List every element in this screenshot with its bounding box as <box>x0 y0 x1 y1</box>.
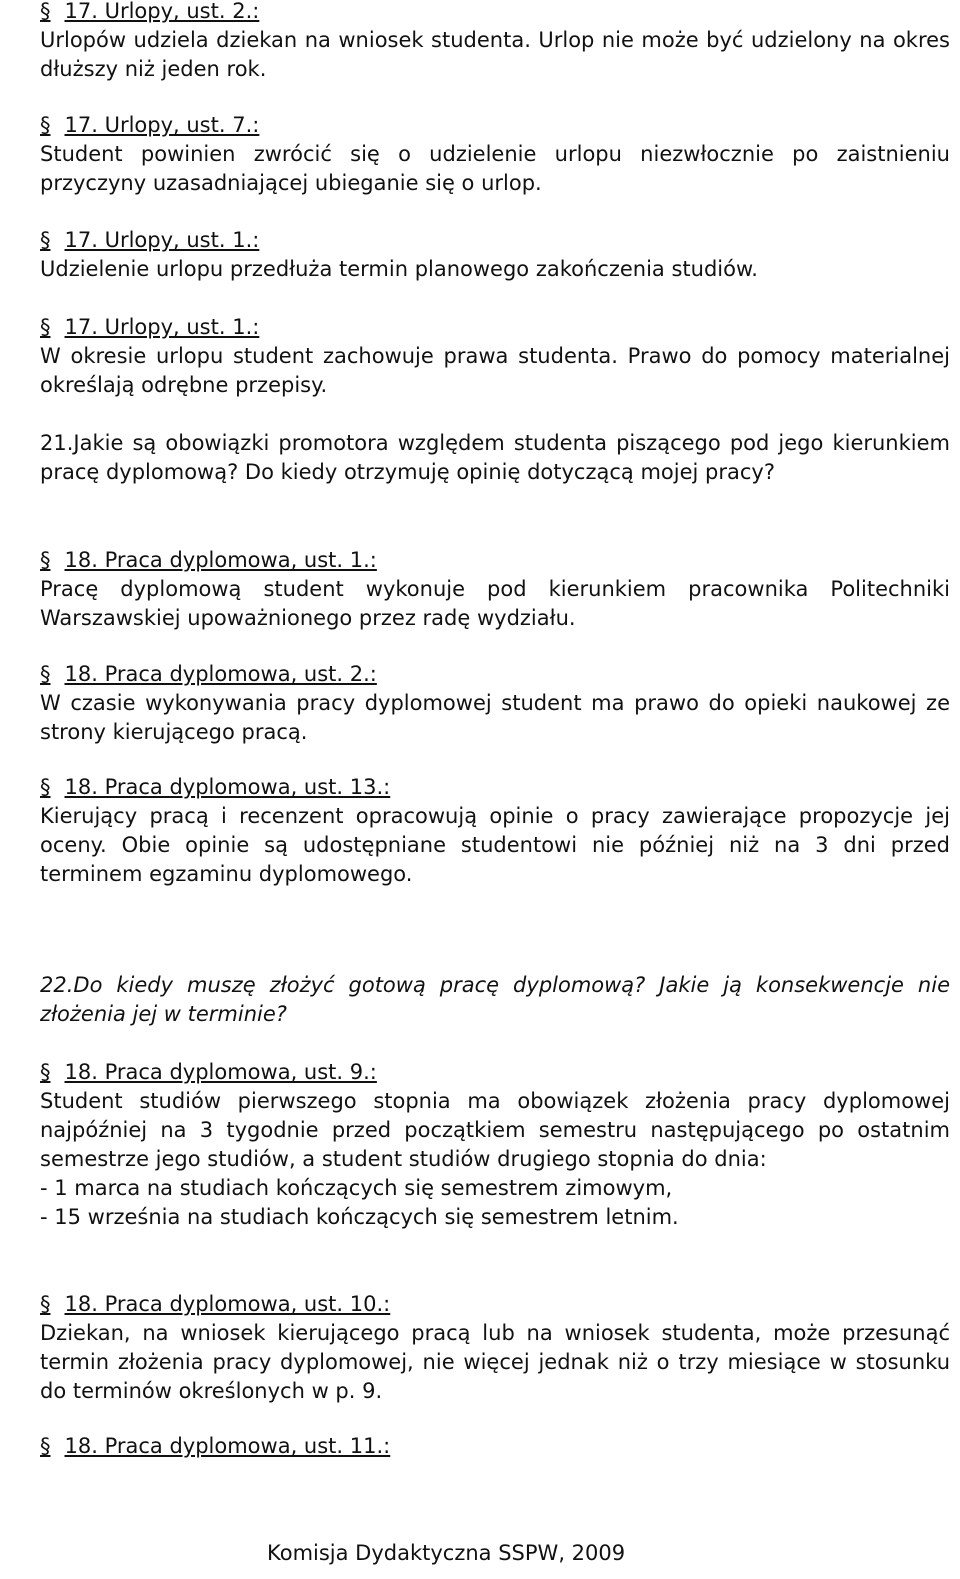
section-reference: § 17. Urlopy, ust. 2.: <box>40 0 260 23</box>
section-reference: § 18. Praca dyplomowa, ust. 10.: <box>40 1292 391 1316</box>
section-17-1a <box>40 226 950 284</box>
list-item: - 15 września na studiach kończących się semestrem letnim. <box>40 1205 679 1229</box>
section-reference: § 18. Praca dyplomowa, ust. 13.: <box>40 775 391 799</box>
section-18-10 <box>40 1290 950 1406</box>
list-item: - 1 marca na studiach kończących się semestrem zimowym, <box>40 1176 673 1200</box>
section-17-1b <box>40 313 950 400</box>
question-text: 22.Do kiedy muszę złożyć gotową pracę dyplomową? Jakie ją konsekwencje nie złożenia jej w terminie? <box>40 973 950 1026</box>
section-reference: § 18. Praca dyplomowa, ust. 9.: <box>40 1060 377 1084</box>
section-text: Student studiów pierwszego stopnia ma obowiązek złożenia pracy dyplomowej najpóźniej na 3 tygodnie przed początkiem semestru następującego po ostatnim semestrze jego studiów, a student studiów drugiego stopnia do dnia: <box>40 1089 950 1171</box>
section-text: Dziekan, na wniosek kierującego pracą lub na wniosek studenta, może przesunąć termin złożenia pracy dyplomowej, nie więcej jednak niż o trzy miesiące w stosunku do terminów określonych w p. 9. <box>40 1321 950 1403</box>
section-17-7 <box>40 111 950 198</box>
section-18-13 <box>40 773 950 889</box>
section-reference: § 18. Praca dyplomowa, ust. 1.: <box>40 548 377 572</box>
section-reference: § 17. Urlopy, ust. 7.: <box>40 113 260 137</box>
section-text: Udzielenie urlopu przedłuża termin planowego zakończenia studiów. <box>40 257 758 281</box>
section-reference: § 17. Urlopy, ust. 1.: <box>40 315 260 339</box>
question-text: 21.Jakie są obowiązki promotora względem studenta piszącego pod jego kierunkiem pracę dyplomową? Do kiedy otrzymuję opinię dotyczącą mojej pracy? <box>40 431 950 484</box>
question-22 <box>40 971 950 1029</box>
section-text: Kierujący pracą i recenzent opracowują opinie o pracy zawierające propozycje jej oceny. Obie opinie są udostępniane studentowi nie później niż na 3 dni przed terminem egzaminu dyplomowego. <box>40 804 950 886</box>
section-18-2 <box>40 660 950 747</box>
section-18-11 <box>40 1432 950 1461</box>
section-reference: § 18. Praca dyplomowa, ust. 11.: <box>40 1434 391 1458</box>
question-21 <box>40 429 950 487</box>
section-reference: § 18. Praca dyplomowa, ust. 2.: <box>40 662 377 686</box>
section-text: W okresie urlopu student zachowuje prawa studenta. Prawo do pomocy materialnej określają odrębne przepisy. <box>40 344 950 397</box>
section-text: Urlopów udziela dziekan na wniosek studenta. Urlop nie może być udzielony na okres dłuższy niż jeden rok. <box>40 28 950 81</box>
page-footer: Komisja Dydaktyczna SSPW, 2009 <box>267 1541 626 1565</box>
section-17-2 <box>40 0 950 84</box>
section-18-1 <box>40 546 950 633</box>
section-text: W czasie wykonywania pracy dyplomowej student ma prawo do opieki naukowej ze strony kierującego pracą. <box>40 691 950 744</box>
section-18-9 <box>40 1058 950 1232</box>
section-text: Student powinien zwrócić się o udzielenie urlopu niezwłocznie po zaistnieniu przyczyny uzasadniającej ubieganie się o urlop. <box>40 142 950 195</box>
section-reference: § 17. Urlopy, ust. 1.: <box>40 228 260 252</box>
section-text: Pracę dyplomową student wykonuje pod kierunkiem pracownika Politechniki Warszawskiej upoważnionego przez radę wydziału. <box>40 577 950 630</box>
